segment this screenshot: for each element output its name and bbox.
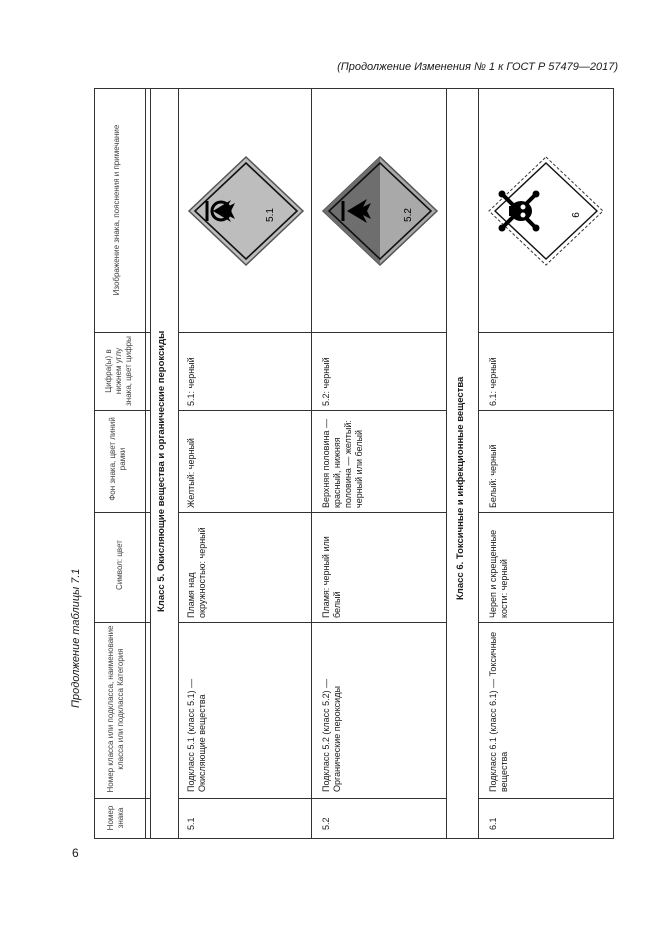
row-background: Верхняя половина — красный, нижняя половина — желтый: черный или белый xyxy=(321,419,364,508)
column-header-background: Фон знака, цвет линий рамки xyxy=(108,417,127,501)
sign-5-2 xyxy=(321,155,439,267)
row-digits: 6.1: черный xyxy=(488,357,498,406)
row-symbol: Череп и скрещенные кости: черный xyxy=(488,529,509,618)
page-number: 6 xyxy=(72,846,79,860)
row-digits: 5.2: черный xyxy=(321,357,331,406)
row-class-name: Подкласс 5.2 (класс 5.2) — Органические пероксиды xyxy=(321,678,342,792)
section-title-class5: Класс 5. Окисляющие вещества и органические пероксиды xyxy=(156,330,167,612)
column-header-number: Номер знака xyxy=(106,805,125,831)
column-header-class-name: Номер класса или подкласса, наименование класса или подкласса Категория xyxy=(106,625,125,793)
row-number: 6.1 xyxy=(488,817,498,830)
sign-label: 5.1 xyxy=(265,208,276,222)
sign-label: 6 xyxy=(571,212,582,218)
column-header-symbol: Символ: цвет xyxy=(115,540,124,590)
sign-6-1 xyxy=(487,155,605,267)
row-digits: 5.1: черный xyxy=(186,357,196,406)
row-number: 5.1 xyxy=(186,817,196,830)
row-background: Белый: черный xyxy=(488,444,498,508)
row-background: Желтый: черный xyxy=(186,438,196,508)
page-header: (Продолжение Изменения № 1 к ГОСТ Р 57479—2017) xyxy=(337,61,618,73)
continuation-label: Продолжение таблицы 7.1 xyxy=(70,568,82,708)
section-title-class6: Класс 6. Токсичные и инфекционные вещества xyxy=(455,376,466,600)
column-header-digits: Цифра(ы) в нижнем углу знака, цвет цифры xyxy=(104,336,133,406)
column-header-image: Изображение знака, пояснения и примечание xyxy=(112,124,121,296)
sign-5-1 xyxy=(187,155,305,267)
row-class-name: Подкласс 6.1 (класс 6.1) — Токсичные вещества xyxy=(488,631,509,792)
row-number: 5.2 xyxy=(321,817,331,830)
row-symbol: Пламя над окружностью: черный xyxy=(186,527,207,618)
sign-label: 5.2 xyxy=(403,208,414,222)
row-class-name: Подкласс 5.1 (класс 5.1) — Окисляющие вещества xyxy=(186,678,207,792)
row-symbol: Пламя: черный или белый xyxy=(321,536,342,618)
